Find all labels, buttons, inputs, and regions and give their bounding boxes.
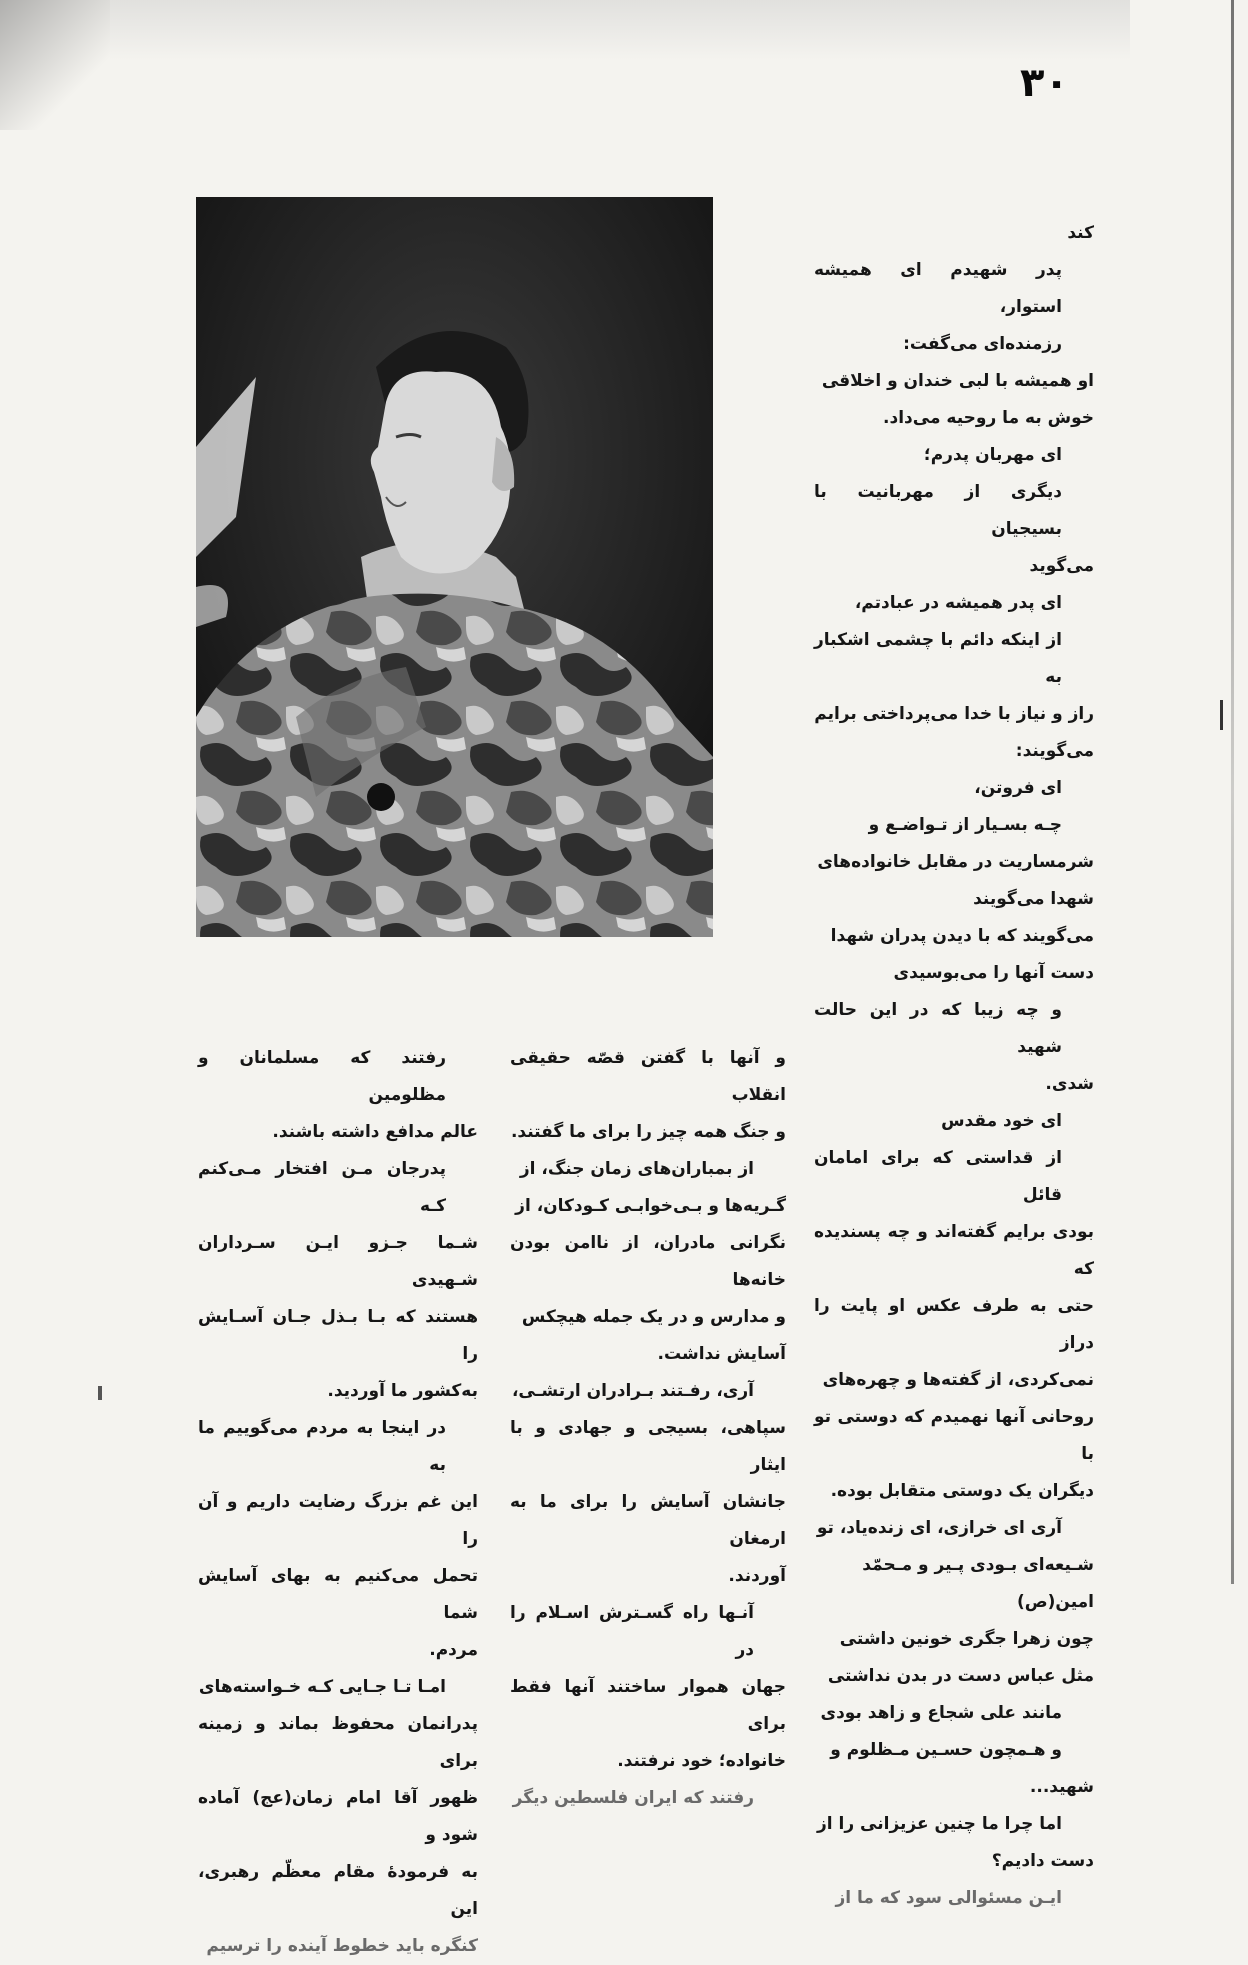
text-line: شـیعه‌ای بـودی پـیر و مـحمّد [862,1555,1094,1575]
text-line: آری ای خرازی، ای زنده‌یاد، تو [816,1518,1062,1538]
text-line: روحانی آنها نهمیدم که دوستی تو با [814,1407,1094,1464]
text-line: اما چرا ما چنین عزیزانی را از [816,1814,1062,1834]
text-line: شرمساریت در مقابل خانواده‌های [817,852,1094,872]
text-line: گـریه‌ها و بـی‌خوابـی کـودکان، از [515,1196,786,1216]
text-line: شهدا می‌گویند [973,889,1094,909]
text-line: مردم. [429,1640,478,1660]
text-line: امـا تـا جـایی کـه خـواسته‌های [198,1677,446,1697]
text-line: و آنها با گفتن قصّه حقیقی انقلاب [510,1048,786,1105]
text-line: و چه زیبا که در این حالت شهید [814,1000,1062,1057]
text-line: و هـمچون حسـین مـظلوم و [830,1740,1062,1760]
scan-shadow-corner [0,0,110,130]
text-line: دیگری از مهربانیت با بسیجیان [814,482,1062,539]
text-line: از قداستی که برای امامان قائل [814,1148,1062,1205]
text-line: از اینکه دائم با چشمی اشکبار به [814,630,1062,687]
text-line: عالم مدافع داشته باشند. [272,1122,478,1142]
text-line: از بمباران‌های زمان جنگ، از [519,1159,754,1179]
scan-shadow-top [110,0,1130,60]
text-line: به فرمودهٔ مقام معظّم رهبری، این [198,1862,478,1919]
text-line: پدرانمان محفوظ بماند و زمینه برای [198,1714,478,1771]
text-line: ظهور آقا امام زمان(عج) آماده شود و [198,1788,478,1845]
text-line: بودی برایم گفته‌اند و چه پسندیده که [814,1222,1094,1279]
text-line: دست آنها را می‌بوسیدی [893,963,1094,983]
text-line: ای خود مقدس [941,1111,1062,1131]
text-line: آسایش نداشت. [657,1344,786,1364]
button-detail [367,783,395,811]
photo-illustration [196,197,713,937]
text-line: این غم بزرگ رضایت داریم و آن را [198,1492,478,1549]
text-line: شدی. [1045,1074,1094,1094]
scan-edge-line [1231,0,1234,1584]
text-line: هستند که بـا بـذل جـان آسـایش را [198,1307,478,1364]
text-line: رفتند که ایران فلسطین دیگر [512,1788,754,1808]
text-line: شهید... [1029,1777,1094,1797]
text-line: چون زهرا جگری خونین داشتی [839,1629,1094,1649]
text-line: می‌گویند که با دیدن پدران شهدا [830,926,1094,946]
text-line: آوردند. [728,1566,786,1586]
text-line: کند [1067,223,1094,243]
text-line: و جنگ همه چیز را برای ما گفتند. [510,1122,786,1142]
text-line: و مدارس و در یک جمله هیچکس [521,1307,786,1327]
text-line: آری، رفـتند بـرادران ارتشـی، [511,1381,754,1401]
text-column-left [198,1040,478,1965]
text-line: مثل عباس دست در بدن نداشتی [827,1666,1094,1686]
text-line: ایـن مسئوالی سود که ما از [835,1888,1062,1908]
text-line: شـما جـزو ایـن سـرداران شـهیدی [198,1233,478,1290]
text-line: در اینجا به مردم می‌گوییم ما به [198,1418,446,1475]
scan-mark [1220,700,1223,730]
text-line: نگرانی مادران، از ناامن بودن خانه‌ها [510,1233,786,1290]
page-number: ۳۰ [1020,60,1069,106]
text-line: کنگره باید خطوط آینده را ترسیم [206,1936,478,1956]
portrait-photo [196,197,713,937]
text-line: آنـها راه گسـترش اسـلام را در [510,1603,754,1660]
text-line: حتی به طرف عکس او پایت را دراز [814,1296,1094,1353]
text-line: رفتند که مسلمانان و مظلومین [198,1048,446,1105]
text-line: می‌گویند: [1015,741,1094,761]
text-line: تحمل می‌کنیم به بهای آسایش شما [198,1566,478,1623]
text-line: جهان هموار ساختند آنها فقط برای [510,1677,786,1734]
text-line: دست دادیم؟ [991,1851,1094,1871]
text-column-right [814,215,1094,1917]
text-line: چـه بسـیار از تـواضـع و [868,815,1062,835]
text-line: نمی‌کردی، از گفته‌ها و چهره‌های [822,1370,1094,1390]
text-line: او همیشه با لبی خندان و اخلاقی [821,371,1094,391]
text-line: راز و نیاز با خدا می‌پرداختی برایم [814,704,1094,724]
text-line: جانشان آسایش را برای ما به ارمغان [510,1492,786,1549]
text-line: به‌کشور ما آوردید. [327,1381,478,1401]
text-line: خوش به ما روحیه می‌داد. [883,408,1094,428]
text-line: می‌گوید [1029,556,1094,576]
text-line: دیگران یک دوستی متقابل بوده. [830,1481,1094,1501]
scan-mark [98,1386,102,1400]
text-line: ای فروتن، [974,778,1062,798]
text-line: سپاهی، بسیجی و جهادی و با ایثار [510,1418,786,1475]
text-line: ای پدر همیشه در عبادتم، [854,593,1062,613]
text-line: امین(ص) [1017,1592,1094,1612]
text-line: رزمنده‌ای می‌گفت: [903,334,1062,354]
text-line: مانند علی شجاع و زاهد بودی [820,1703,1062,1723]
text-line: پدرجان مـن افتخار مـی‌کنم کـه [198,1159,446,1216]
text-line: ای مهربان پدرم؛ [923,445,1062,465]
text-line: پدر شهیدم ای همیشه استوار، [814,260,1062,317]
text-line: خانواده‌؛ خود نرفتند. [617,1751,786,1771]
text-column-middle [510,1040,786,1817]
